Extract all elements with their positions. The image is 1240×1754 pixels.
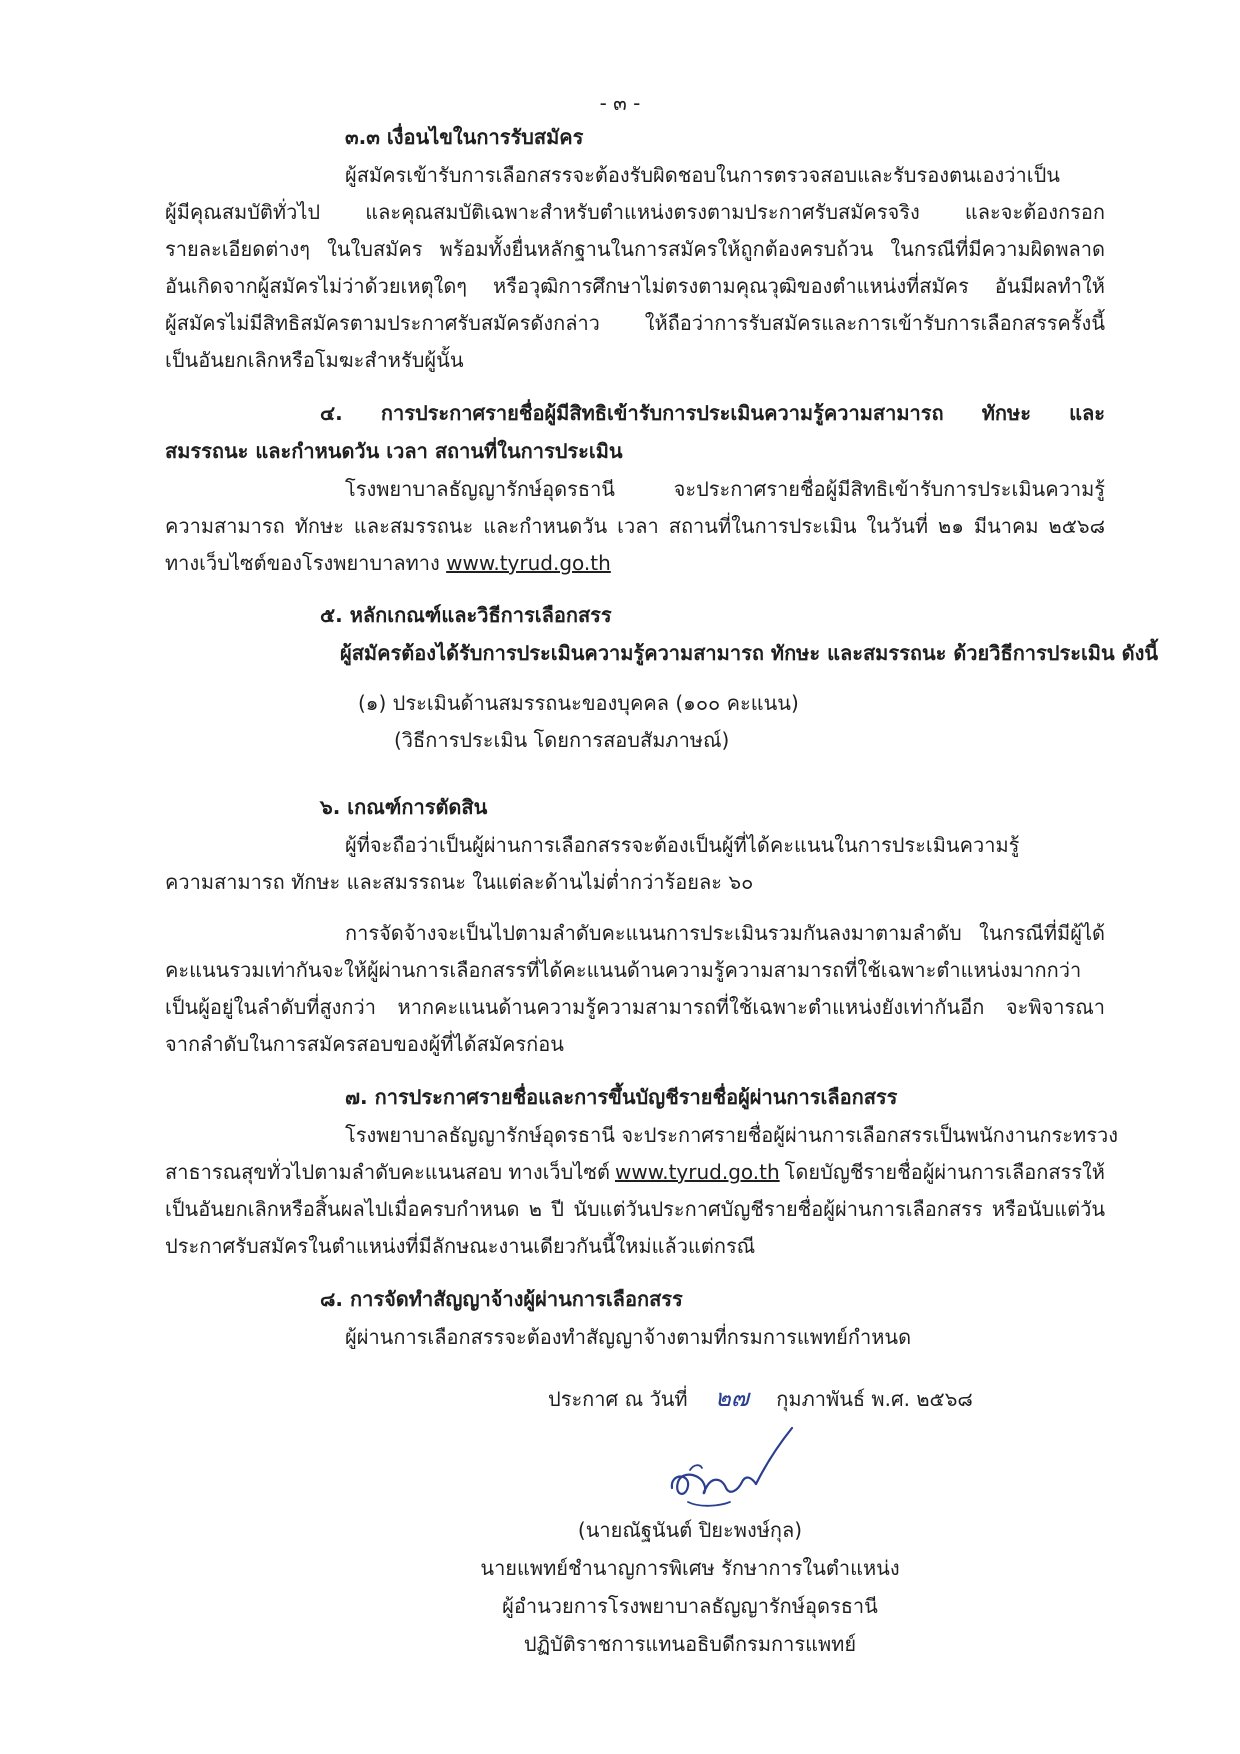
section-4-line-3-text: ทางเว็บไซต์ของโรงพยาบาลทาง [165, 551, 440, 575]
announcement-date-prefix: ประกาศ ณ วันที่ [548, 1387, 688, 1411]
section-3-3-line: เป็นอันยกเลิกหรือโมฆะสำหรับผู้นั้น [165, 348, 464, 372]
announcement-date [548, 1380, 973, 1417]
section-4-heading-line-2: สมรรถนะ และกำหนดวัน เวลา สถานที่ในการประเมิน [165, 439, 623, 463]
section-6-heading: ๖. เกณฑ์การตัดสิน [320, 795, 488, 819]
section-6-p2-line: คะแนนรวมเท่ากันจะให้ผู้ผ่านการเลือกสรรที่ได้คะแนนด้านความรู้ความสามารถที่ใช้เฉพาะตำแหน่งมากกว่า [165, 958, 1082, 982]
section-6-p2-line: จากลำดับในการสมัครสอบของผู้ที่ได้สมัครก่อน [165, 1032, 564, 1056]
section-5-item-1-method: (วิธีการประเมิน โดยการสอบสัมภาษณ์) [394, 728, 730, 752]
handwritten-signature [660, 1418, 800, 1518]
signatory-title-3: ปฏิบัติราชการแทนอธิบดีกรมการแพทย์ [523, 1632, 857, 1656]
section-7-line-2 [165, 1157, 1105, 1187]
section-7-line-3: เป็นอันยกเลิกหรือสิ้นผลไปเมื่อครบกำหนด ๒ ปี นับแต่วันประกาศบัญชีรายชื่อผู้ผ่านการเลือกสรร หรือนับแต่วัน [165, 1197, 1105, 1221]
section-7-heading: ๗. การประกาศรายชื่อและการขึ้นบัญชีรายชื่อผู้ผ่านการเลือกสรร [345, 1085, 898, 1109]
section-4-heading-line-1: ๔. การประกาศรายชื่อผู้มีสิทธิเข้ารับการประเมินความรู้ความสามารถ ทักษะ และ [320, 401, 1105, 425]
announcement-month-year: กุมภาพันธ์ พ.ศ. ๒๕๖๘ [776, 1387, 973, 1411]
section-8-heading: ๘. การจัดทำสัญญาจ้างผู้ผ่านการเลือกสรร [320, 1287, 683, 1311]
section-8-line-1: ผู้ผ่านการเลือกสรรจะต้องทำสัญญาจ้างตามที่กรมการแพทย์กำหนด [345, 1325, 912, 1349]
announcement-day: ๒๗ [715, 1384, 749, 1412]
section-7-line-2-prefix: สาธารณสุขทั่วไปตามลำดับคะแนนสอบ ทางเว็บไซต์ [165, 1160, 610, 1184]
section-3-3-line: ผู้สมัครเข้ารับการเลือกสรรจะต้องรับผิดชอบในการตรวจสอบและรับรองตนเองว่าเป็น [345, 163, 1060, 187]
signatory-name: (นายณัฐนันต์ ปิยะพงษ์กุล) [577, 1518, 803, 1542]
section-4-line-1: โรงพยาบาลธัญญารักษ์อุดรธานี จะประกาศรายชื่อผู้มีสิทธิเข้ารับการประเมินความรู้ [345, 477, 1105, 501]
section-5-subheading: ผู้สมัครต้องได้รับการประเมินความรู้ความสามารถ ทักษะ และสมรรถนะ ด้วยวิธีการประเมิน ดังนี้ [340, 641, 1159, 665]
website-link[interactable]: www.tyrud.go.th [446, 551, 611, 575]
section-5-heading: ๕. หลักเกณฑ์และวิธีการเลือกสรร [320, 603, 612, 627]
section-5-item-1: (๑) ประเมินด้านสมรรถนะของบุคคล (๑๐๐ คะแนน) [358, 691, 799, 715]
section-7-line-4: ประกาศรับสมัครในตำแหน่งที่มีลักษณะงานเดียวกันนี้ใหม่แล้วแต่กรณี [165, 1234, 756, 1258]
page-number: - ๓ - [599, 91, 641, 115]
section-3-3-line: อันเกิดจากผู้สมัครไม่ว่าด้วยเหตุใดๆ หรือวุฒิการศึกษาไม่ตรงตามคุณวุฒิของตำแหน่งที่สมัคร อันมีผลทำให้ [165, 274, 1105, 298]
section-3-3-line: ผู้มีคุณสมบัติทั่วไป และคุณสมบัติเฉพาะสำหรับตำแหน่งตรงตามประกาศรับสมัครจริง และจะต้องกรอก [165, 200, 1105, 224]
section-4-line-2: ความสามารถ ทักษะ และสมรรถนะ และกำหนดวัน เวลา สถานที่ในการประเมิน ในวันที่ ๒๑ มีนาคม ๒๕๖๘ [165, 514, 1105, 538]
website-link[interactable]: www.tyrud.go.th [614, 1160, 780, 1184]
signatory-title-1: นายแพทย์ชำนาญการพิเศษ รักษาการในตำแหน่ง [480, 1556, 900, 1580]
section-3-3-heading: ๓.๓ เงื่อนไขในการรับสมัคร [345, 125, 584, 149]
section-6-p1-line-2: ความสามารถ ทักษะ และสมรรถนะ ในแต่ละด้านไม่ต่ำกว่าร้อยละ ๖๐ [165, 870, 754, 894]
section-3-3-line: รายละเอียดต่างๆ ในใบสมัคร พร้อมทั้งยื่นหลักฐานในการสมัครให้ถูกต้องครบถ้วน ในกรณีที่มีความผิดพลาด [165, 237, 1105, 261]
section-6-p2-line: การจัดจ้างจะเป็นไปตามลำดับคะแนนการประเมินรวมกันลงมาตามลำดับ ในกรณีที่มีผู้ได้ [345, 921, 1105, 945]
section-3-3-line: ผู้สมัครไม่มีสิทธิสมัครตามประกาศรับสมัครดังกล่าว ให้ถือว่าการรับสมัครและการเข้ารับการเลือกสรรครั้งนี้ [165, 311, 1105, 335]
section-7-line-2-suffix: โดยบัญชีรายชื่อผู้ผ่านการเลือกสรรให้ [784, 1160, 1105, 1184]
section-4-line-3 [165, 548, 611, 578]
section-6-p1-line-1: ผู้ที่จะถือว่าเป็นผู้ผ่านการเลือกสรรจะต้องเป็นผู้ที่ได้คะแนนในการประเมินความรู้ [345, 833, 1020, 857]
signatory-title-2: ผู้อำนวยการโรงพยาบาลธัญญารักษ์อุดรธานี [502, 1594, 878, 1618]
section-7-line-1: โรงพยาบาลธัญญารักษ์อุดรธานี จะประกาศรายชื่อผู้ผ่านการเลือกสรรเป็นพนักงานกระทรวง [345, 1123, 1118, 1147]
section-6-p2-line: เป็นผู้อยู่ในลำดับที่สูงกว่า หากคะแนนด้านความรู้ความสามารถที่ใช้เฉพาะตำแหน่งยังเท่ากันอีก จะพิจารณา [165, 995, 1105, 1019]
